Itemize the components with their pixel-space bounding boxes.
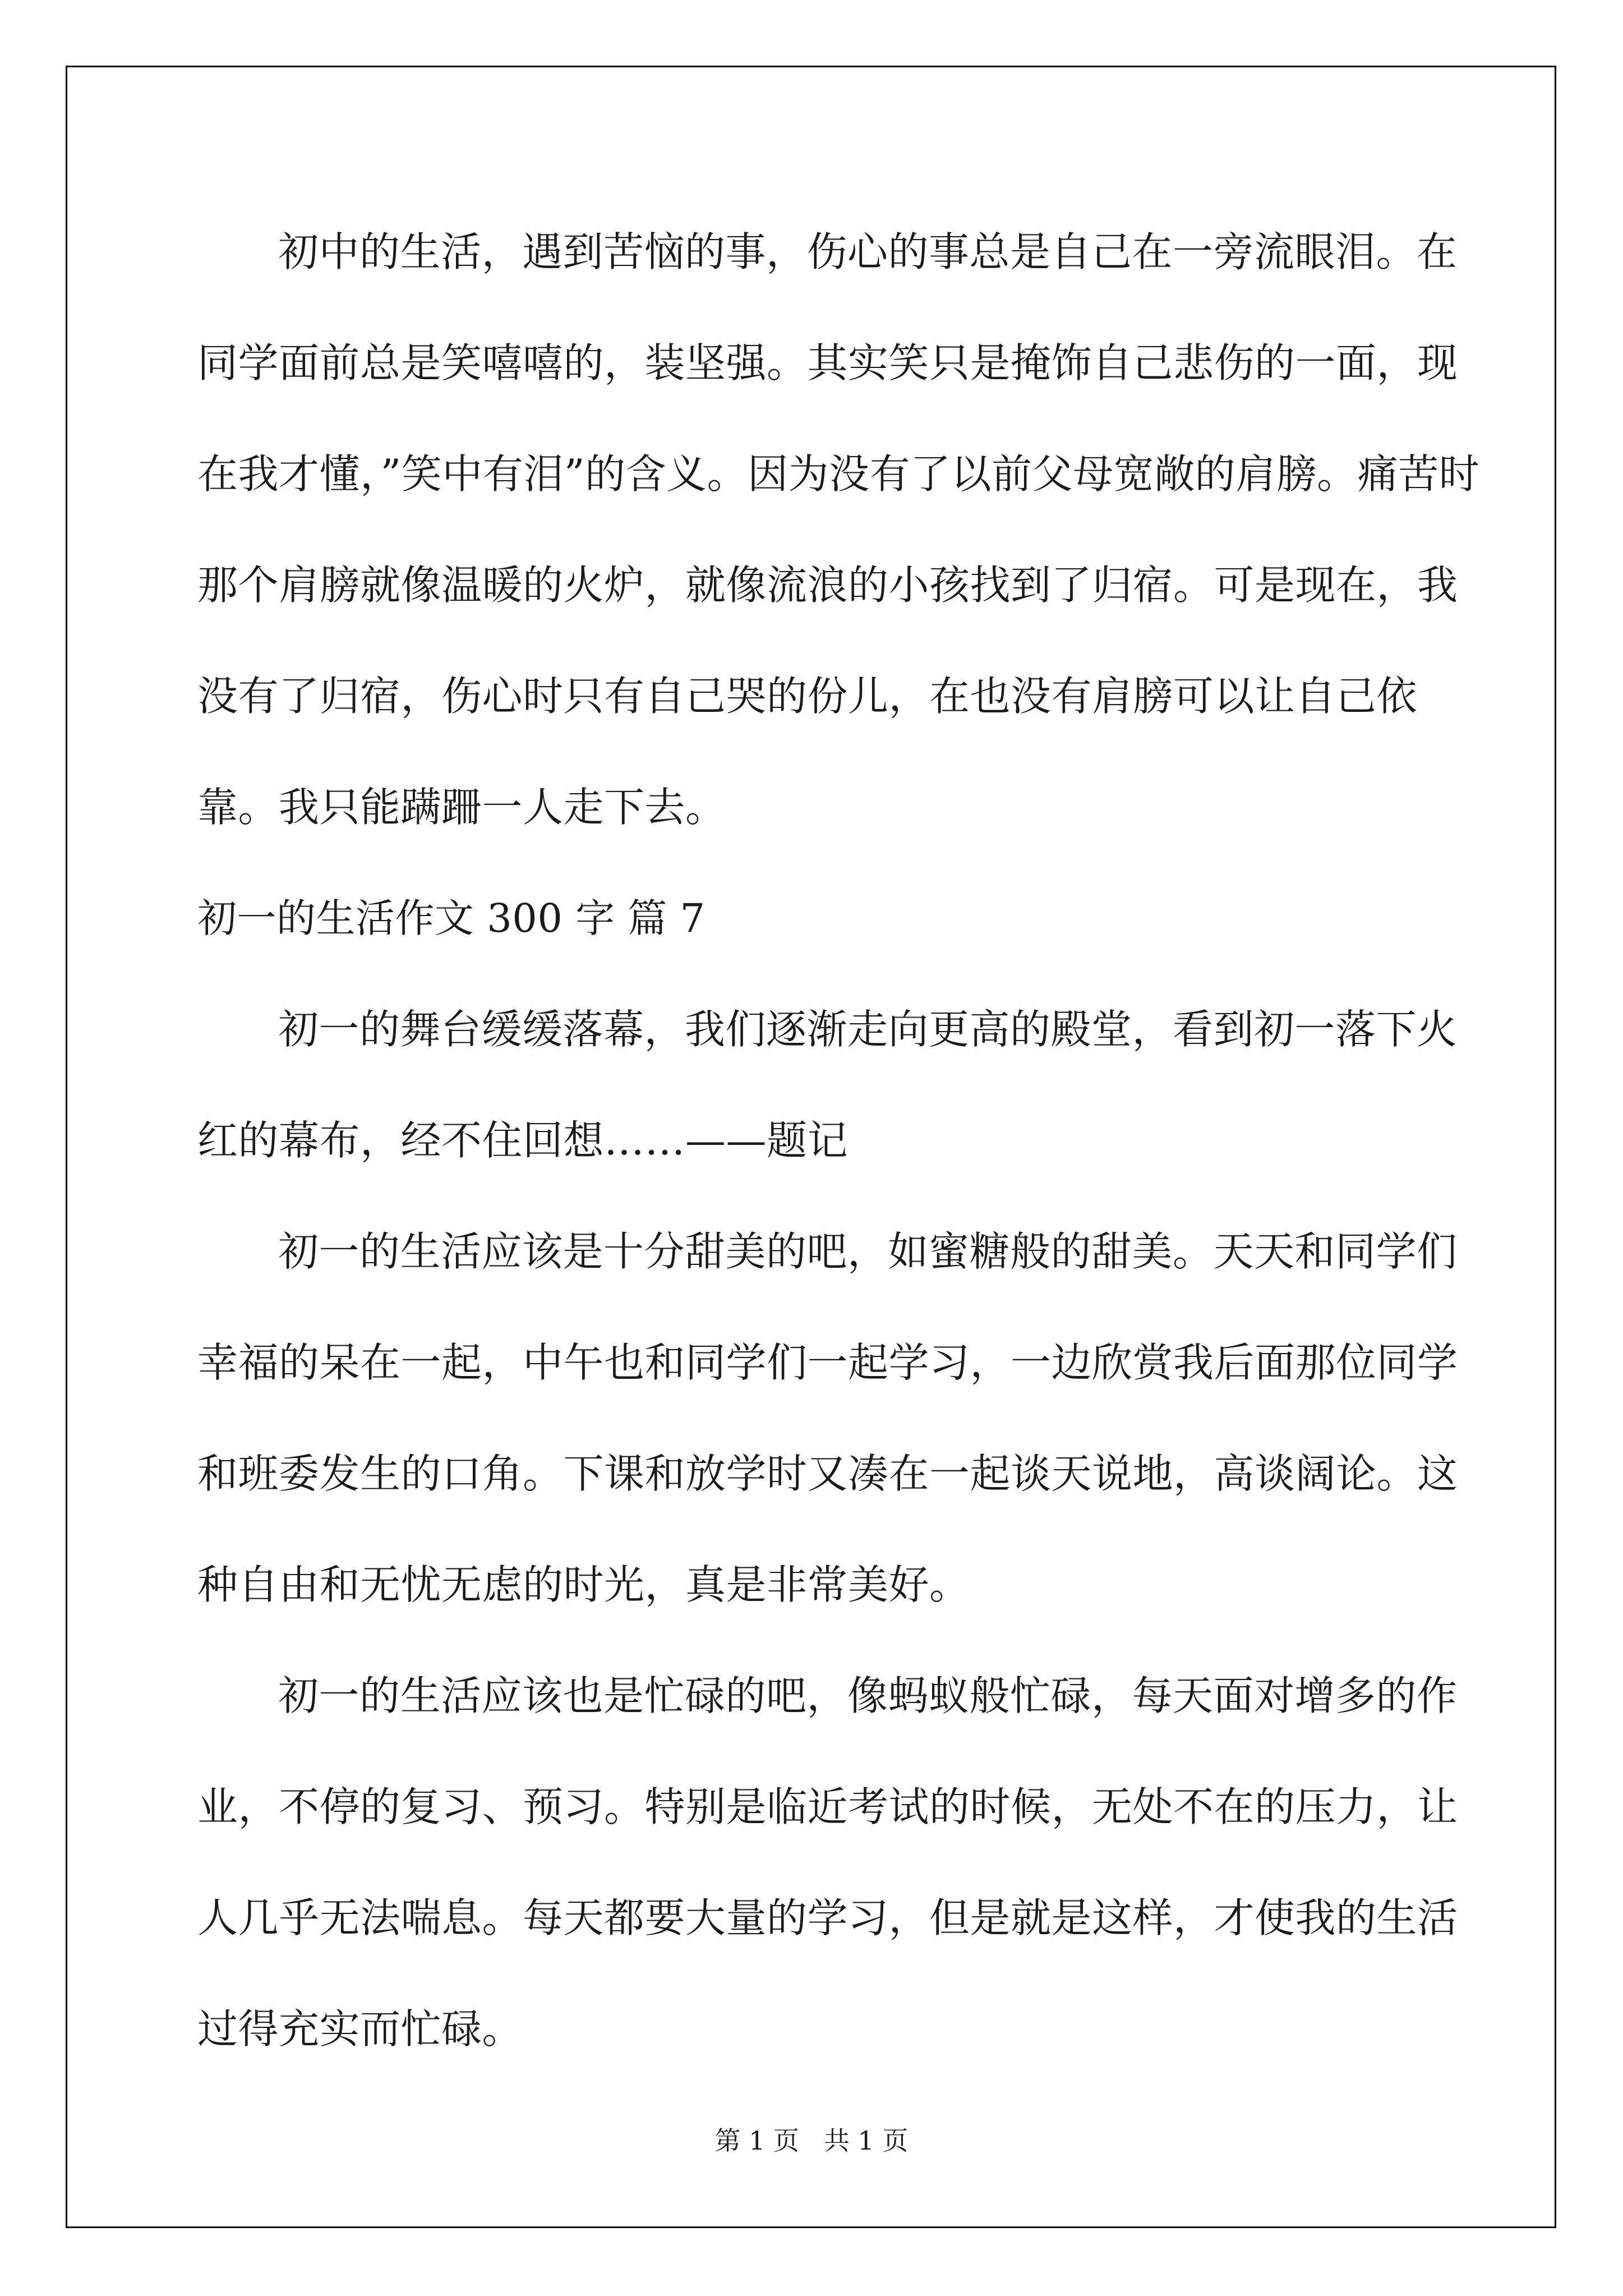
paragraph-4: 初一的生活应该也是忙碌的吧，像蚂蚁般忙碌，每天面对增多的作业，不停的复习、预习。特别是临近考试的时候，无处不在的压力，让人几乎无法喘息。每天都要大量的学习，但是就是这样，才使我的生活过得充实而忙碌。 [197,1672,1458,2053]
paragraph-2: 初一的舞台缓缓落幕，我们逐渐走向更高的殿堂，看到初一落下火红的幕布，经不住回想……——题记 [197,1006,1458,1164]
page-footer: 第 1 页 共 1 页 [714,2125,909,2156]
paragraph-1: 初中的生活，遇到苦恼的事，伤心的事总是自己在一旁流眼泪。在同学面前总是笑嘻嘻的，装坚强。其实笑只是掩饰自己悲伤的一面，现在我才懂，”笑中有泪”的含义。因为没有了以前父母宽敞的肩膀。痛苦时那个肩膀就像温暖的火炉，就像流浪的小孩找到了归宿。可是现在，我没有了归宿，伤心时只有自己哭的份儿，在也没有肩膀可以让自己依靠。我只能蹒跚一人走下去。 [197,228,1480,831]
section-heading: 初一的生活作文 300 字 篇 7 [197,895,706,941]
paragraph-3: 初一的生活应该是十分甜美的吧，如蜜糖般的甜美。天天和同学们幸福的呆在一起，中午也和同学们一起学习，一边欣赏我后面那位同学和班委发生的口角。下课和放学时又凑在一起谈天说地，高谈阔论。这种自由和无忧无虑的时光，真是非常美好。 [197,1228,1458,1608]
